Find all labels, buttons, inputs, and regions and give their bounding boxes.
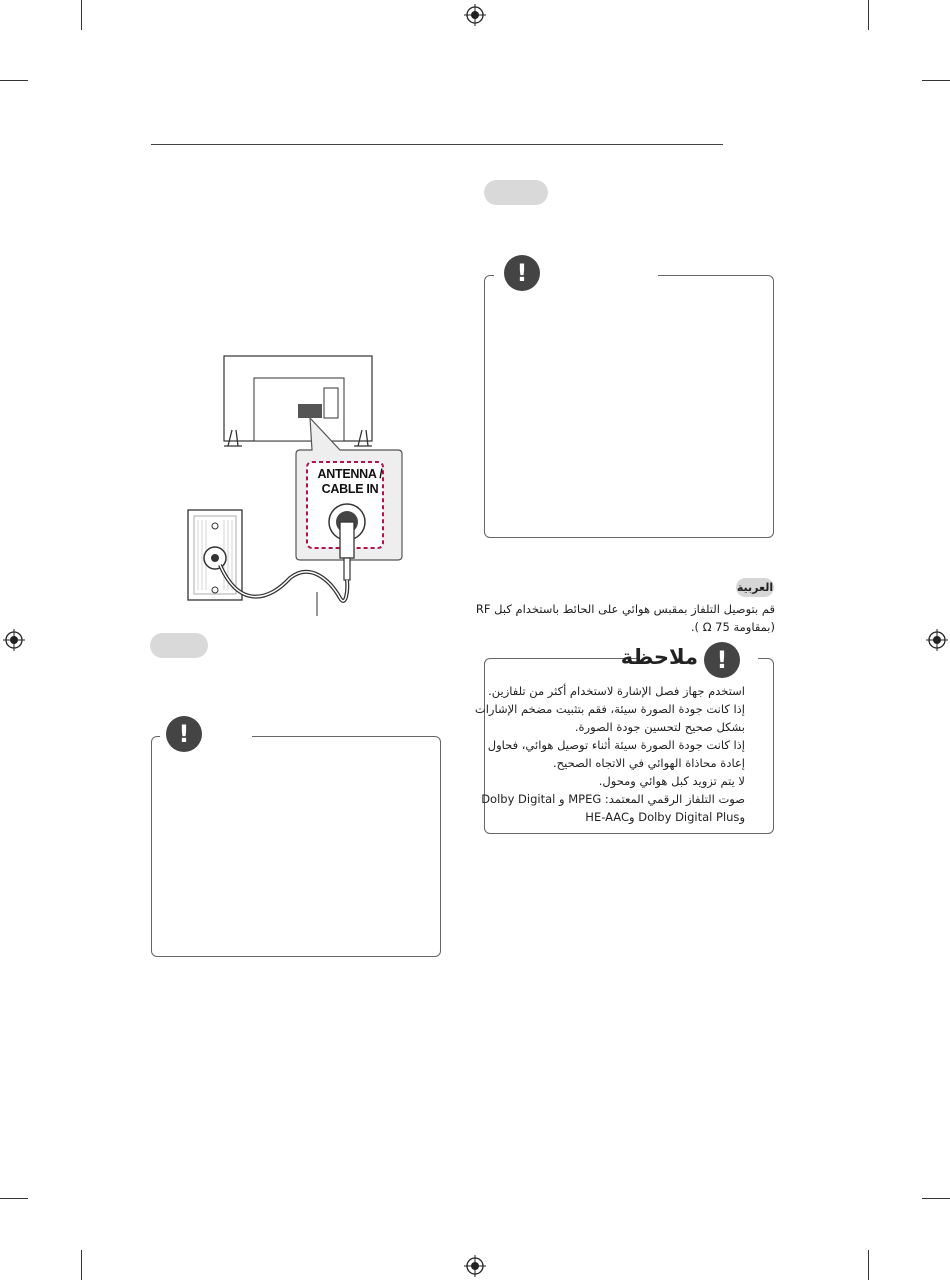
note-box-empty-bottom: [151, 736, 441, 957]
note-item: استخدم جهاز فصل الإشارة لاستخدام أكثر من تلفازين.: [488, 684, 745, 698]
crop-mark-top-left-horizontal: [0, 80, 28, 81]
port-label-line-1: ANTENNA /: [317, 467, 383, 481]
crop-mark-bottom-right-horizontal: [922, 1198, 950, 1199]
note-item: إعادة محاذاة الهوائي في الاتجاه الصحيح.: [553, 756, 745, 770]
header-rule: [151, 144, 723, 145]
language-tab: العربية: [736, 578, 774, 597]
crop-mark-top-right-horizontal: [922, 80, 950, 81]
intro-line-1: قم بتوصيل التلفاز بمقبس هوائي على الحائط باستخدام كبل RF: [475, 602, 775, 616]
crop-mark-top-right-vertical: [868, 0, 869, 30]
crop-mark-bottom-left-vertical: [81, 1250, 82, 1280]
port-label: [310, 467, 390, 497]
note-item: لا يتم تزويد كبل هوائي ومحول.: [598, 774, 745, 788]
section-tab-blank: [150, 633, 208, 658]
note-title: ملاحظة: [620, 645, 698, 669]
note-item: بشكل صحيح لتحسين جودة الصورة.: [574, 720, 745, 734]
note-item: وDolby Digital Plus وHE-AAC: [585, 810, 745, 824]
note-item: إذا كانت جودة الصورة سيئة أثناء توصيل هوائي، فحاول: [487, 738, 745, 752]
intro-line-2: (بمقاومة 75 Ω ).: [690, 620, 775, 634]
warning-icon: !: [166, 716, 202, 752]
note-box-empty-top: [484, 275, 774, 538]
crop-mark-bottom-left-horizontal: [0, 1198, 28, 1199]
crop-mark-top-left-vertical: [81, 0, 82, 30]
port-label-line-2: CABLE IN: [321, 482, 379, 496]
section-tab-blank: [484, 180, 548, 205]
warning-icon: !: [704, 642, 740, 678]
registration-mark-icon: [3, 629, 25, 651]
note-item: إذا كانت جودة الصورة سيئة، فقم بتثبيت مضخم الإشارات: [474, 702, 745, 716]
registration-mark-icon: [464, 4, 486, 26]
crop-mark-bottom-right-vertical: [868, 1250, 869, 1280]
warning-icon: !: [504, 255, 540, 291]
registration-mark-icon: [926, 629, 948, 651]
note-item: صوت التلفاز الرقمي المعتمد: MPEG و Dolby Digital: [481, 792, 745, 806]
registration-mark-icon: [464, 1255, 486, 1277]
